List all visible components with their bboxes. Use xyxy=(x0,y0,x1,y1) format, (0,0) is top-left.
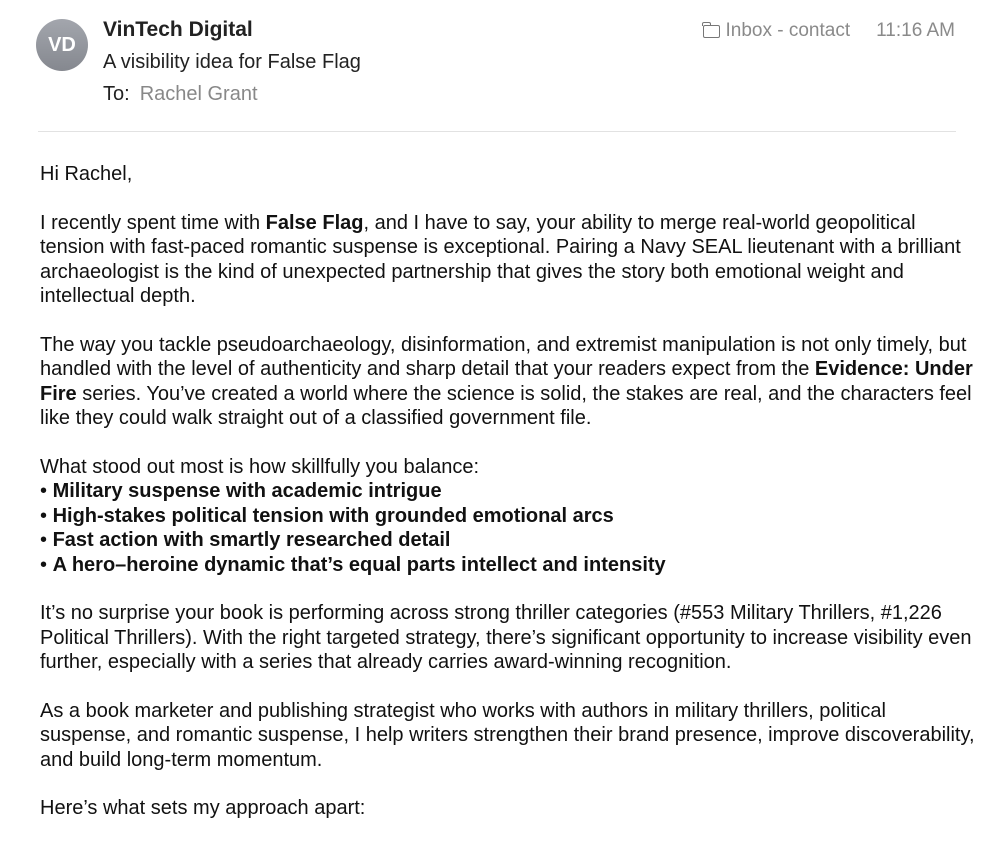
bullet-item: • Military suspense with academic intrigue xyxy=(40,480,442,502)
sender-name[interactable]: VinTech Digital xyxy=(103,18,253,41)
bullet-item: • A hero–heroine dynamic that’s equal parts intellect and intensity xyxy=(40,553,666,576)
sender-avatar: VD xyxy=(36,19,88,71)
bullet-item: • Fast action with smartly researched detail xyxy=(40,529,451,551)
greeting: Hi Rachel, xyxy=(40,163,133,185)
text-segment: The way you tackle pseudoarchaeology, disinformation, and extremist manipulation is not only timely, but handled with the level of authenticity and sharp detail that your readers expect from the xyxy=(40,333,967,380)
bold-text: False Flag xyxy=(265,211,364,234)
received-time: 11:16 AM xyxy=(876,20,955,41)
email-meta xyxy=(703,20,956,42)
email-subject: A visibility idea for False Flag xyxy=(103,51,361,73)
to-label: To: xyxy=(103,83,130,105)
text-segment: , and I have to say, your ability to merge real-world geopolitical tension with fast-paced romantic suspense is exceptional. Pairing a Navy SEAL lieutenant with a brilliant archaeologist is the kind of unexpected partnership that gives the story both emotional weight and intellectual depth. xyxy=(40,211,961,307)
paragraph-2 xyxy=(40,333,975,431)
email-body xyxy=(40,162,975,845)
bullet-item: • High-stakes political tension with grounded emotional arcs xyxy=(40,504,614,527)
folder-icon xyxy=(703,25,720,38)
text-segment: series. You’ve created a world where the science is solid, the stakes are real, and the characters feel like they could walk straight out of a classified government file. xyxy=(40,382,972,429)
bullet-section xyxy=(40,455,975,578)
list-intro: What stood out most is how skillfully you balance: xyxy=(40,455,480,478)
paragraph-1 xyxy=(40,211,975,309)
paragraph-4: As a book marketer and publishing strategist who works with authors in military thrillers, political suspense, and romantic suspense, I help writers strengthen their brand presence, improve discoverability, and build long-term momentum. xyxy=(40,699,975,771)
recipient-name[interactable]: Rachel Grant xyxy=(139,83,258,105)
mailbox-folder[interactable]: Inbox - contact xyxy=(725,20,851,41)
text-segment: I recently spent time with xyxy=(40,211,266,234)
paragraph-3: It’s no surprise your book is performing across strong thriller categories (#553 Military Thrillers, #1,226 Political Thrillers). With the right targeted strategy, there’s significant opportunity to increase visibility even further, especially with a series that already carries award-winning recognition. xyxy=(40,602,972,673)
bold-text: Evidence: Under Fire xyxy=(40,358,973,405)
paragraph-5: Here’s what sets my approach apart: xyxy=(40,797,366,819)
header-divider xyxy=(38,131,956,132)
recipient-line xyxy=(103,83,258,106)
